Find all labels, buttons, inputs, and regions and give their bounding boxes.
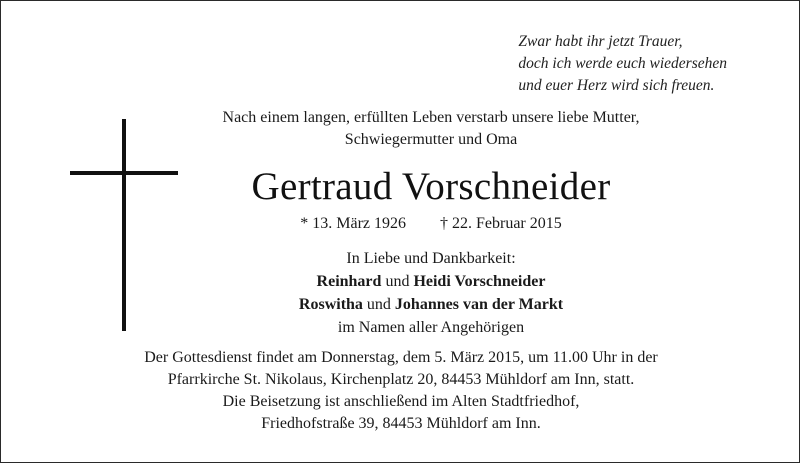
intro-line: Nach einem langen, erfüllten Leben verstarb unsere liebe Mutter, xyxy=(222,109,640,126)
cross-vertical-bar xyxy=(122,119,126,331)
intro-text xyxy=(151,107,711,151)
mourner-name: Heidi Vorschneider xyxy=(413,273,546,290)
mourner-name: Reinhard xyxy=(316,273,382,290)
quote-line: und euer Herz wird sich freuen. xyxy=(518,77,715,94)
service-line: Die Beisetzung ist anschließend im Alten Stadtfriedhof, xyxy=(222,393,580,410)
mourner-couple xyxy=(151,293,711,316)
mourner-connector: und xyxy=(385,273,410,290)
quote-line: Zwar habt ihr jetzt Trauer, xyxy=(518,33,683,50)
death-date: † 22. Februar 2015 xyxy=(440,215,562,232)
mourners-block xyxy=(151,247,711,339)
mourner-name: Roswitha xyxy=(298,296,363,313)
mourner-connector: und xyxy=(366,296,391,313)
intro-line: Schwiegermutter und Oma xyxy=(344,131,518,148)
mourners-heading: In Liebe und Dankbarkeit: xyxy=(346,250,516,267)
service-line: Pfarrkirche St. Nikolaus, Kirchenplatz 20, 84453 Mühldorf am Inn, statt. xyxy=(167,371,635,388)
mourners-closing: im Namen aller Angehörigen xyxy=(337,319,525,336)
mourner-name: Johannes van der Markt xyxy=(394,296,564,313)
birth-date: * 13. März 1926 xyxy=(300,215,406,232)
quote-line: doch ich werde euch wiedersehen xyxy=(518,55,727,72)
mourner-couple xyxy=(151,270,711,293)
life-dates xyxy=(151,213,711,235)
deceased-name: Gertraud Vorschneider xyxy=(251,165,611,208)
service-line: Friedhofstraße 39, 84453 Mühldorf am Inn. xyxy=(261,415,541,432)
bible-quote xyxy=(518,31,727,97)
service-info xyxy=(41,347,761,435)
service-line: Der Gottesdienst findet am Donnerstag, dem 5. März 2015, um 11.00 Uhr in der xyxy=(144,349,658,366)
